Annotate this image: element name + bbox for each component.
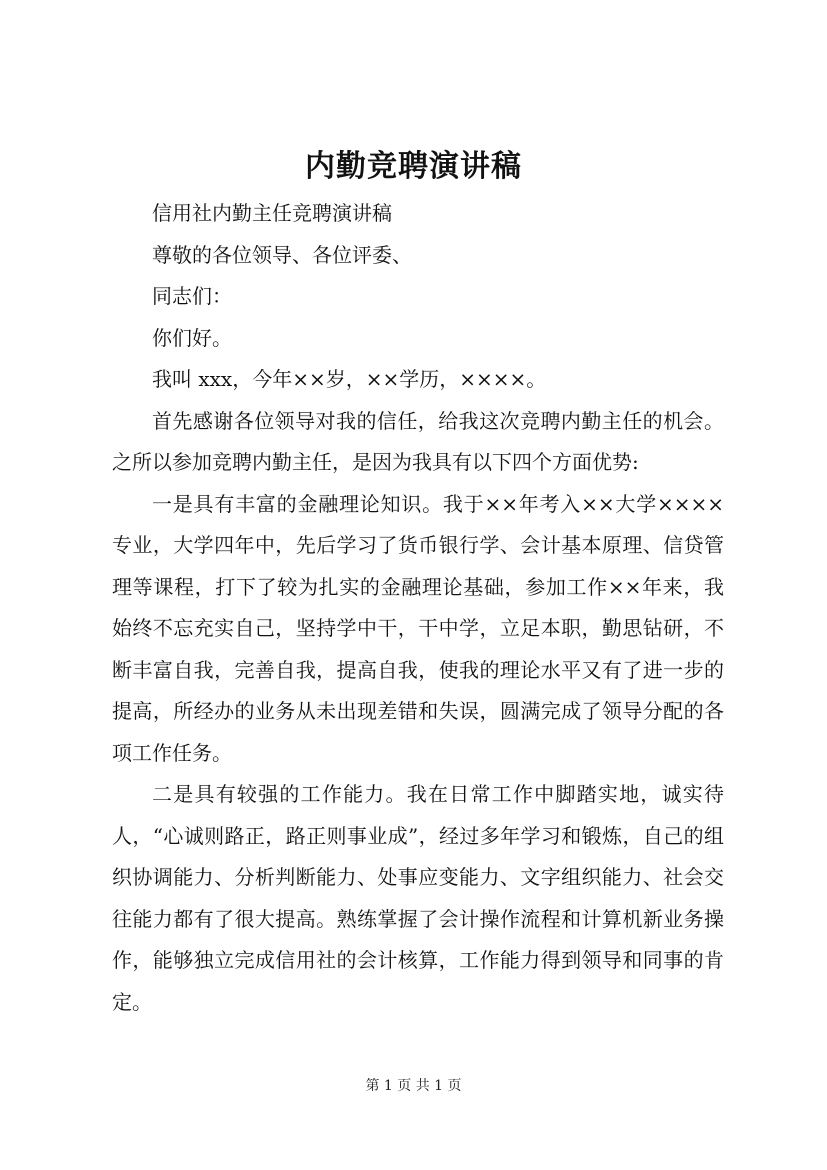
paragraph-advantage-2: 二是具有较强的工作能力。我在日常工作中脚踏实地，诚实待人，“心诚则路正，路正则事业成”，经过多年学习和锻炼，自己的组织协调能力、分析判断能力、处事应变能力、文字组织能力、社会交往能力都有了很大提高。熟练掌握了会计操作流程和计算机新业务操作，能够独立完成信用社的会计核算，工作能力得到领导和同事的肯定。 — [112, 782, 724, 1014]
paragraph-introduction: 我叫 xxx，今年××岁，××学历，××××。 — [152, 367, 547, 391]
document-body — [112, 193, 724, 1023]
paragraph-advantage-1: 一是具有丰富的金融理论知识。我于××年考入××大学××××专业，大学四年中，先后学习了货币银行学、会计基本原理、信贷管理等课程，打下了较为扎实的金融理论基础，参加工作××年来，我始终不忘充实自己，坚持学中干，干中学，立足本职，勤思钻研，不断丰富自我，完善自我，提高自我，使我的理论水平又有了进一步的提高，所经办的业务从未出现差错和失误，圆满完成了领导分配的各项工作任务。 — [112, 491, 724, 765]
paragraph-subtitle: 信用社内勤主任竞聘演讲稿 — [152, 201, 392, 225]
document-title: 内勤竞聘演讲稿 — [305, 149, 522, 184]
paragraph-salutation-2: 同志们： — [152, 284, 232, 308]
page-footer: 第 1 页 共 1 页 — [365, 1078, 462, 1094]
paragraph-greeting: 你们好。 — [152, 325, 232, 350]
paragraph-salutation: 尊敬的各位领导、各位评委、 — [152, 242, 412, 267]
paragraph-thanks: 首先感谢各位领导对我的信任，给我这次竞聘内勤主任的机会。之所以参加竞聘内勤主任，是因为我具有以下四个方面优势: — [112, 408, 724, 474]
